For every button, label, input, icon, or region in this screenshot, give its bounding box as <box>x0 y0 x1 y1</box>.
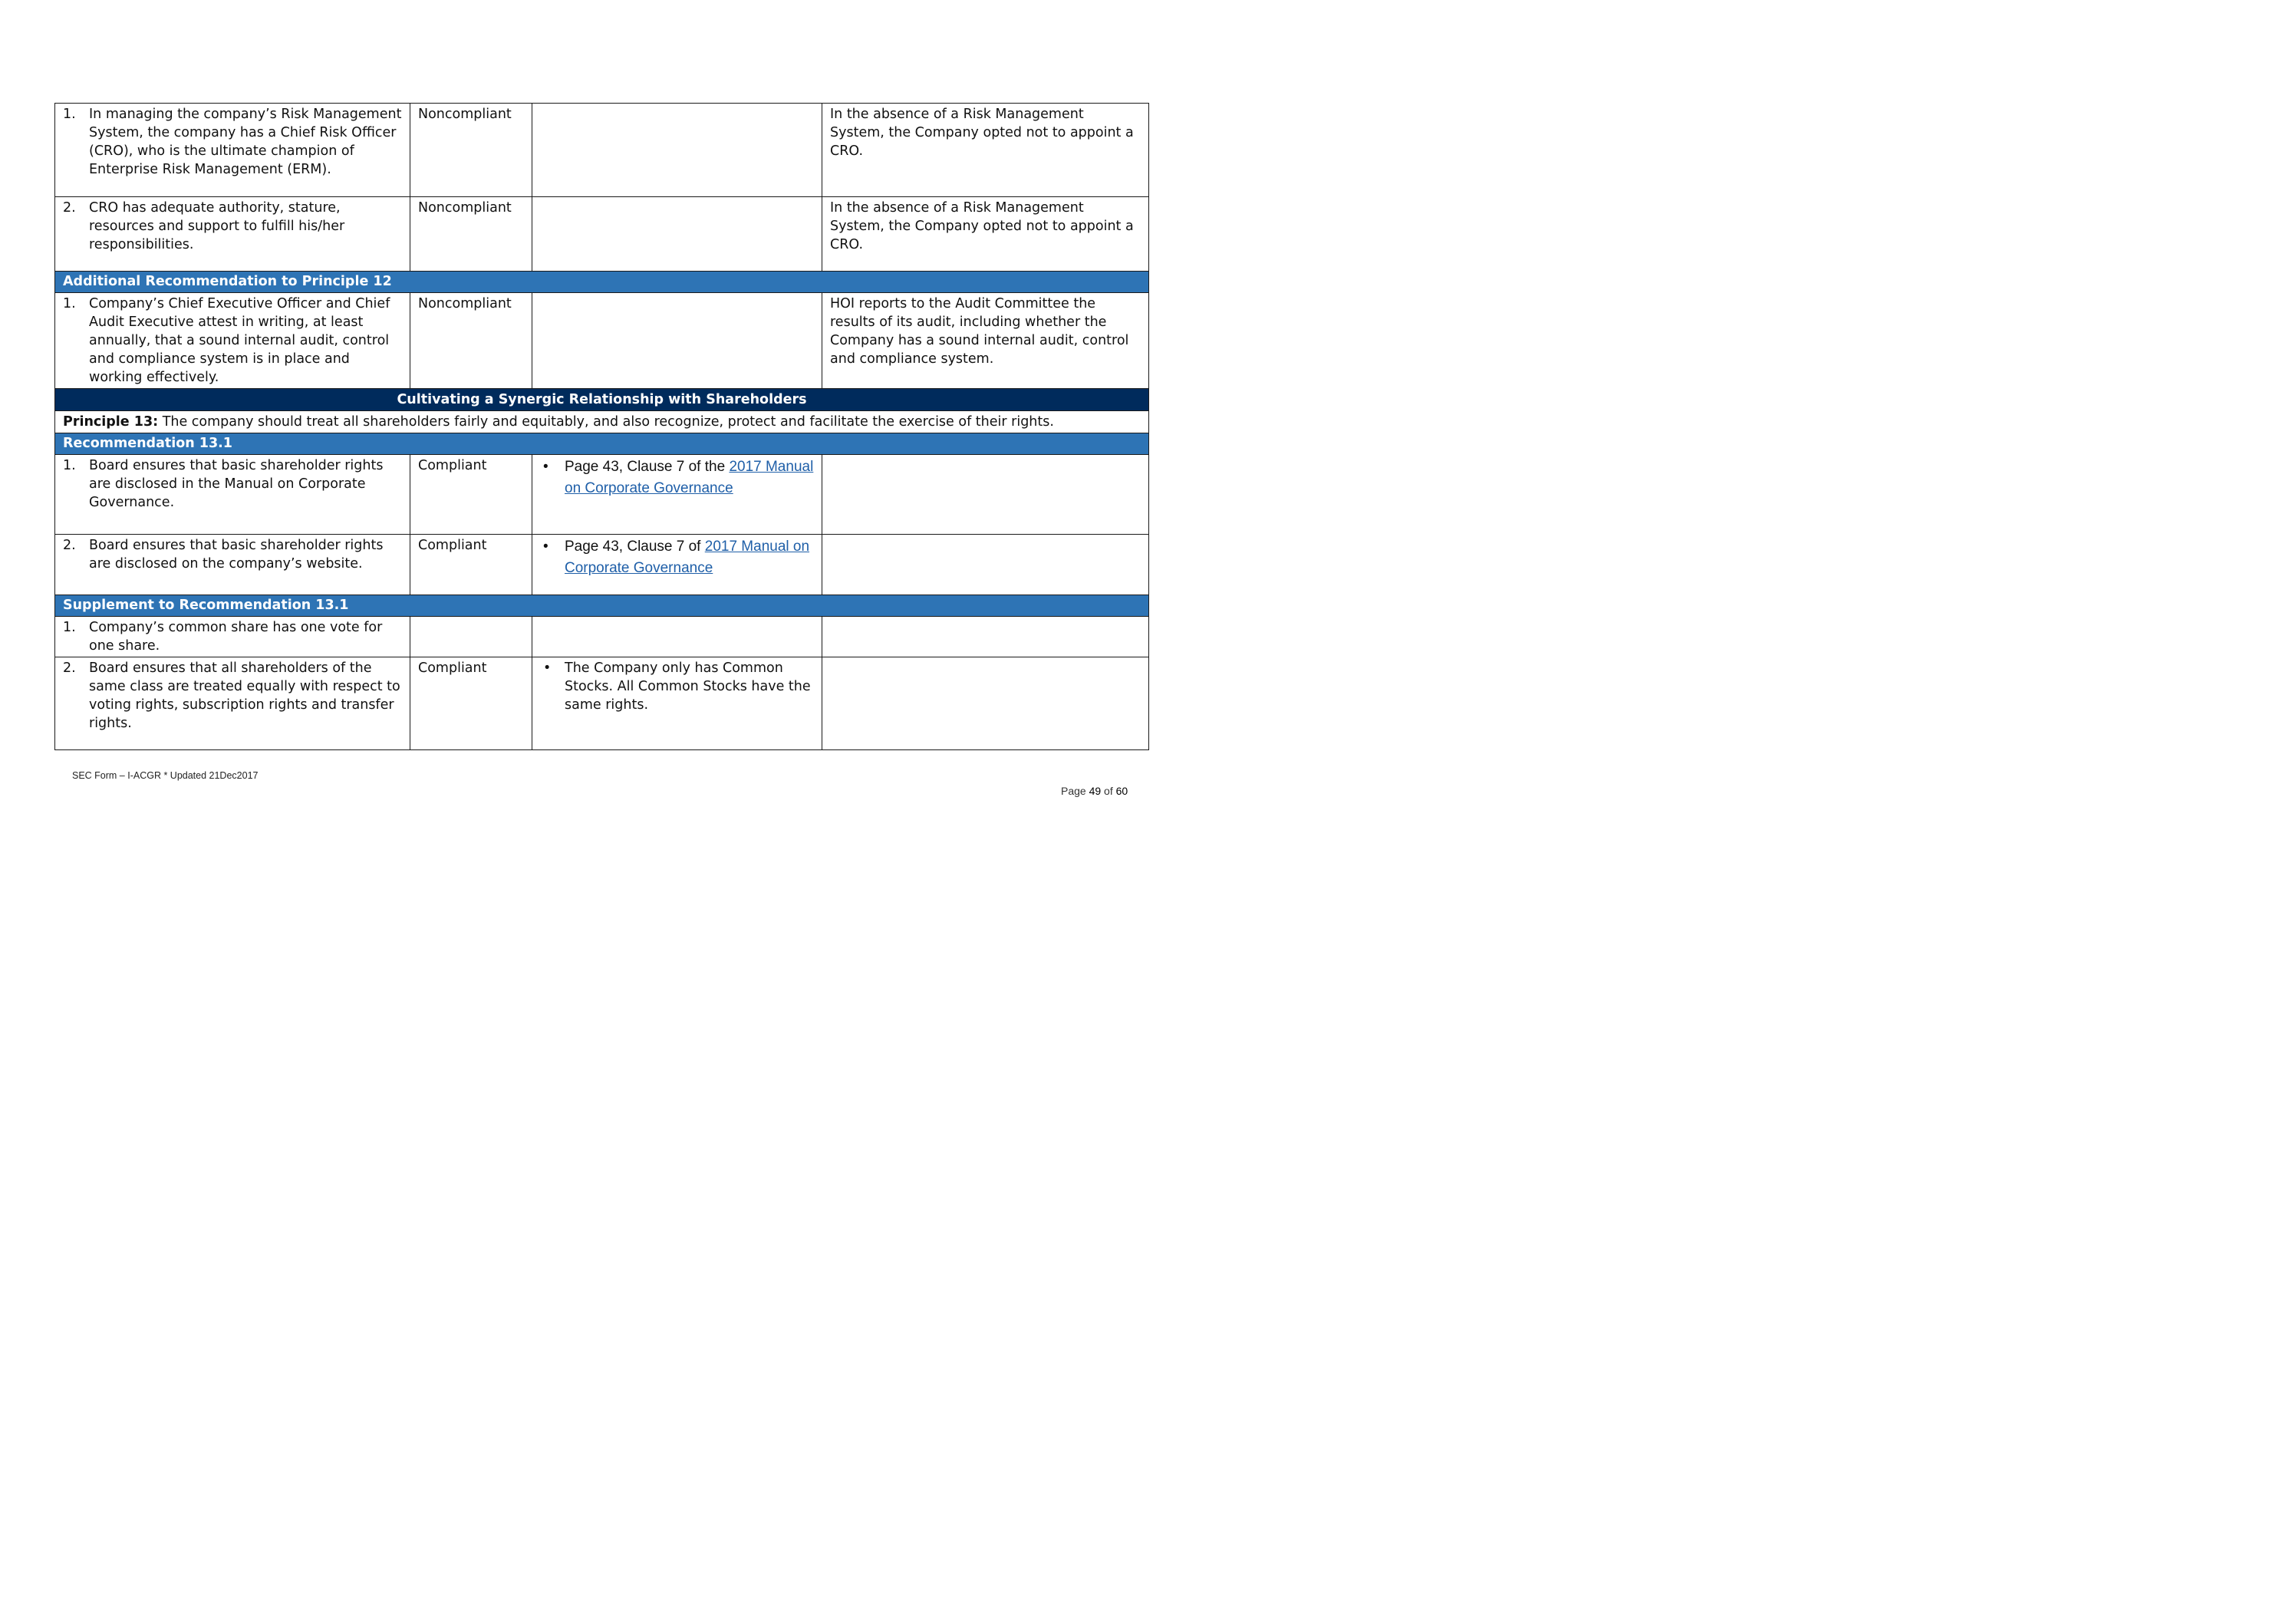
section-header: Recommendation 13.1 <box>55 433 1149 455</box>
recommendation-cell <box>55 293 410 389</box>
supporting-text: Page 43, Clause 7 of the <box>565 459 730 475</box>
page-total: 60 <box>1115 785 1128 797</box>
item-number: 1. <box>63 458 76 473</box>
supporting-info-cell <box>532 617 822 657</box>
recommendation-cell <box>55 535 410 595</box>
recommendation-cell <box>55 617 410 657</box>
page-current: 49 <box>1089 785 1102 797</box>
page-word: Page <box>1061 785 1089 797</box>
explanation-cell: In the absence of a Risk Management System, the Company opted not to appoint a CRO. <box>822 197 1149 272</box>
principle-label: Principle 13: <box>63 414 159 430</box>
item-number: 2. <box>63 660 76 676</box>
section-header: Supplement to Recommendation 13.1 <box>55 595 1149 617</box>
recommendation-text: CRO has adequate authority, stature, resources and support to fulfill his/her responsibilities. <box>89 200 345 252</box>
explanation-cell <box>822 617 1149 657</box>
section-title-row <box>55 389 1149 411</box>
recommendation-text: Board ensures that all shareholders of the same class are treated equally with respect to voting rights, subscription rights and transfer rights. <box>89 660 400 731</box>
table-row <box>55 104 1149 197</box>
item-number: 1. <box>63 296 76 311</box>
recommendation-cell <box>55 657 410 750</box>
table-row <box>55 535 1149 595</box>
item-number: 2. <box>63 538 76 553</box>
bullet-glyph: • <box>543 459 548 475</box>
explanation-cell: HOI reports to the Audit Committee the results of its audit, including whether the Company has a sound internal audit, control and compliance system. <box>822 293 1149 389</box>
compliance-status: Noncompliant <box>410 197 532 272</box>
item-number: 2. <box>63 200 76 216</box>
bullet-glyph: • <box>543 539 548 555</box>
supporting-info-cell <box>532 197 822 272</box>
item-number: 1. <box>63 107 76 122</box>
manual-link[interactable]: 2017 Manual on Corporate Governance <box>565 539 810 576</box>
acgr-compliance-table <box>54 103 1149 750</box>
document-page <box>0 0 1191 842</box>
principle-cell <box>55 411 1149 433</box>
compliance-status <box>410 617 532 657</box>
compliance-status: Noncompliant <box>410 293 532 389</box>
supporting-text: Page 43, Clause 7 of <box>565 539 705 555</box>
compliance-status: Compliant <box>410 455 532 535</box>
page-of: of <box>1101 785 1116 797</box>
explanation-cell <box>822 535 1149 595</box>
table-row <box>55 197 1149 272</box>
recommendation-cell <box>55 197 410 272</box>
supporting-text: The Company only has Common Stocks. All Common Stocks have the same rights. <box>565 660 811 713</box>
explanation-cell <box>822 455 1149 535</box>
section-header-row <box>55 272 1149 293</box>
supporting-info-cell <box>532 657 822 750</box>
recommendation-text: Board ensures that basic shareholder rights are disclosed in the Manual on Corporate Governance. <box>89 458 384 510</box>
explanation-cell <box>822 657 1149 750</box>
recommendation-text: Board ensures that basic shareholder rights are disclosed on the company’s website. <box>89 538 384 572</box>
bullet-glyph: • <box>543 660 552 676</box>
item-number: 1. <box>63 620 76 635</box>
page-number <box>1061 785 1128 797</box>
section-title: Cultivating a Synergic Relationship with Shareholders <box>55 389 1149 411</box>
recommendation-text: In managing the company’s Risk Management System, the company has a Chief Risk Officer (CRO), who is the ultimate champion of Enterprise Risk Management (ERM). <box>89 107 402 177</box>
principle-text: The company should treat all shareholders fairly and equitably, and also recognize, protect and facilitate the exercise of their rights. <box>158 414 1054 430</box>
table-row <box>55 657 1149 750</box>
compliance-status: Compliant <box>410 657 532 750</box>
table-row <box>55 293 1149 389</box>
section-header-row <box>55 595 1149 617</box>
principle-row <box>55 411 1149 433</box>
table-row <box>55 617 1149 657</box>
manual-link[interactable]: 2017 Manual on Corporate Governance <box>565 459 814 496</box>
section-header: Additional Recommendation to Principle 12 <box>55 272 1149 293</box>
section-header-row <box>55 433 1149 455</box>
compliance-status: Noncompliant <box>410 104 532 197</box>
supporting-info-cell <box>532 455 822 535</box>
recommendation-text: Company’s common share has one vote for one share. <box>89 620 383 654</box>
recommendation-cell <box>55 104 410 197</box>
supporting-info-cell <box>532 535 822 595</box>
supporting-info-cell <box>532 104 822 197</box>
compliance-status: Compliant <box>410 535 532 595</box>
table-row <box>55 455 1149 535</box>
explanation-cell: In the absence of a Risk Management System, the Company opted not to appoint a CRO. <box>822 104 1149 197</box>
supporting-info-cell <box>532 293 822 389</box>
recommendation-text: Company’s Chief Executive Officer and Chief Audit Executive attest in writing, at least annually, that a sound internal audit, control and compliance system is in place and working effectively. <box>89 296 390 385</box>
recommendation-cell <box>55 455 410 535</box>
form-footer: SEC Form – I-ACGR * Updated 21Dec2017 <box>72 770 259 781</box>
